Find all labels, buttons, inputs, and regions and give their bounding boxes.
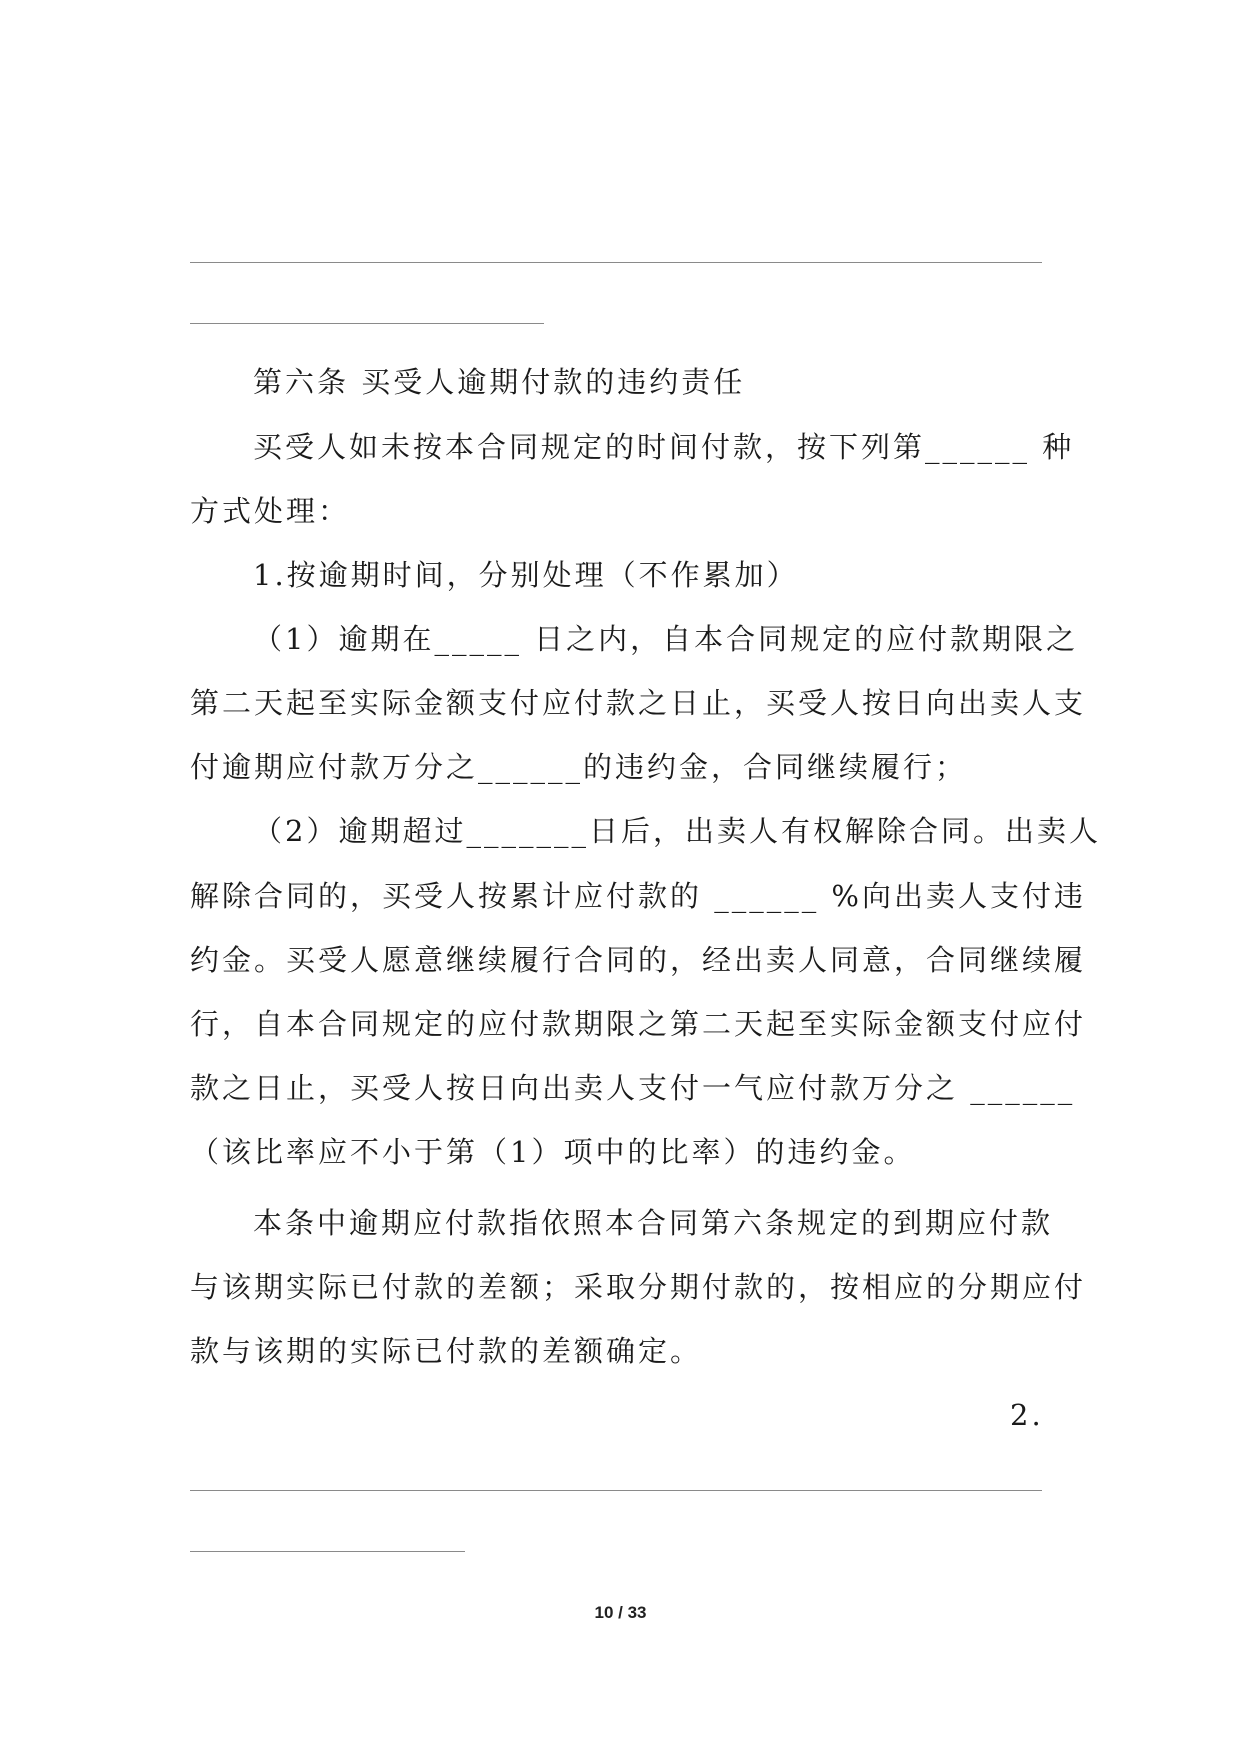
page-number: 10 / 33 (594, 1603, 647, 1622)
fill-line-top-2 (190, 323, 544, 324)
paragraph-line: 约金。买受人愿意继续履行合同的，经出卖人同意，合同继续履 (190, 943, 1087, 977)
paragraph-line: 买受人如未按本合同规定的时间付款，按下列第______ 种 (253, 430, 1075, 464)
fill-line-top-1 (190, 262, 1042, 263)
paragraph-line: 款之日止，买受人按日向出卖人支付一气应付款万分之 ______ (190, 1071, 1076, 1105)
paragraph-line: （1）逾期在_____ 日之内，自本合同规定的应付款期限之 (253, 622, 1079, 656)
paragraph-line: 付逾期应付款万分之______的违约金，合同继续履行； (190, 750, 968, 784)
fill-line-bottom-2 (190, 1551, 465, 1552)
paragraph-line: 行，自本合同规定的应付款期限之第二天起至实际金额支付应付 (190, 1007, 1087, 1041)
paragraph-line: 解除合同的，买受人按累计应付款的 ______ %向出卖人支付违 (190, 879, 1086, 913)
article-heading: 第六条 买受人逾期付款的违约责任 (253, 365, 746, 399)
paragraph-line: 与该期实际已付款的差额；采取分期付款的，按相应的分期应付 (190, 1270, 1087, 1304)
paragraph-line: 本条中逾期应付款指依照本合同第六条规定的到期应付款 (253, 1206, 1054, 1240)
paragraph-line: 第二天起至实际金额支付应付款之日止，买受人按日向出卖人支 (190, 686, 1087, 720)
fill-line-bottom-1 (190, 1490, 1042, 1491)
paragraph-line: 1.按逾期时间，分别处理（不作累加） (253, 558, 799, 592)
paragraph-line: （2）逾期超过_______日后，出卖人有权解除合同。出卖人 (253, 814, 1101, 848)
paragraph-line: （该比率应不小于第（1）项中的比率）的违约金。 (190, 1135, 916, 1169)
paragraph-line: 方式处理： (190, 494, 351, 528)
paragraph-line: 款与该期的实际已付款的差额确定。 (190, 1334, 703, 1368)
item-number: 2. (1010, 1398, 1044, 1432)
